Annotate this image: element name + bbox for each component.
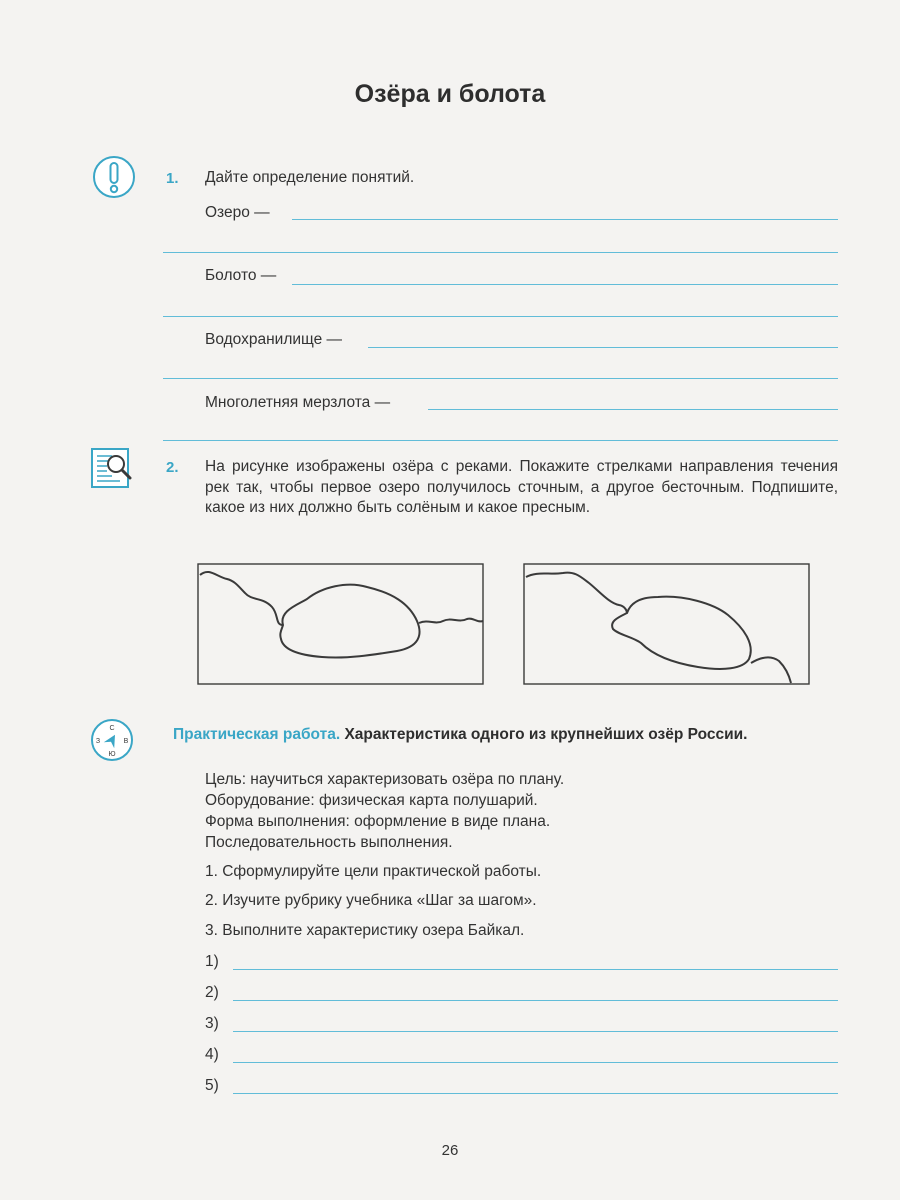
page-title: Озёра и болота [354,80,546,108]
answer-label: 1) [205,953,219,970]
step-3: 3. Выполните характеристику озера Байкал. [205,922,525,939]
task1-instruction: Дайте определение понятий. [205,169,415,186]
term-reservoir-label: Водохранилище — [205,331,343,348]
practical-heading [173,724,838,745]
term-lake-label: Озеро — [205,204,270,221]
term-permafrost-label: Многолетняя мерзлота — [205,394,391,411]
compass-icon [90,718,134,767]
answer-line[interactable] [233,1031,838,1032]
lake-drawing-1[interactable] [197,563,484,690]
task1-number: 1. [166,170,179,187]
task2-number: 2. [166,459,179,476]
compass-north: С [109,725,115,732]
answer-line[interactable] [233,1093,838,1094]
practical-goal: Цель: научиться характеризовать озёра по плану. [205,771,565,788]
answer-line[interactable] [292,284,838,285]
answer-line[interactable] [233,1062,838,1063]
term-swamp-label: Болото — [205,267,277,284]
answer-line[interactable] [163,252,838,253]
compass-east: В [123,738,129,745]
practical-form: Форма выполнения: оформление в виде плана. [205,813,551,830]
answer-line[interactable] [233,1000,838,1001]
answer-line[interactable] [163,378,838,379]
practical-equipment: Оборудование: физическая карта полушарий. [205,792,538,809]
exclamation-icon [92,155,136,204]
answer-label: 3) [205,1015,219,1032]
lake-drawing-2[interactable] [523,563,810,690]
answer-label: 2) [205,984,219,1001]
answer-label: 5) [205,1077,219,1094]
practical-title: Характеристика одного из крупнейших озёр России. [344,726,748,743]
answer-label: 4) [205,1046,219,1063]
compass-west: З [95,738,101,745]
page-number: 26 [441,1142,459,1159]
answer-line[interactable] [368,347,838,348]
practical-sequence: Последовательность выполнения. [205,834,453,851]
magnifier-document-icon [90,446,134,495]
step-2: 2. Изучите рубрику учебника «Шаг за шагом». [205,892,537,909]
answer-line[interactable] [292,219,838,220]
step-1: 1. Сформулируйте цели практической работы. [205,863,542,880]
compass-south: Ю [108,751,116,758]
answer-line[interactable] [428,409,838,410]
answer-line[interactable] [163,440,838,441]
practical-label: Практическая работа. [173,726,341,743]
answer-line[interactable] [233,969,838,970]
answer-line[interactable] [163,316,838,317]
task2-text: На рисунке изображены озёра с реками. Покажите стрелками направления течения рек так, чтобы первое озеро получилось сточным, а другое бесточным. Подпишите, какое из них должно быть солёным и какое пресным. [205,458,838,516]
